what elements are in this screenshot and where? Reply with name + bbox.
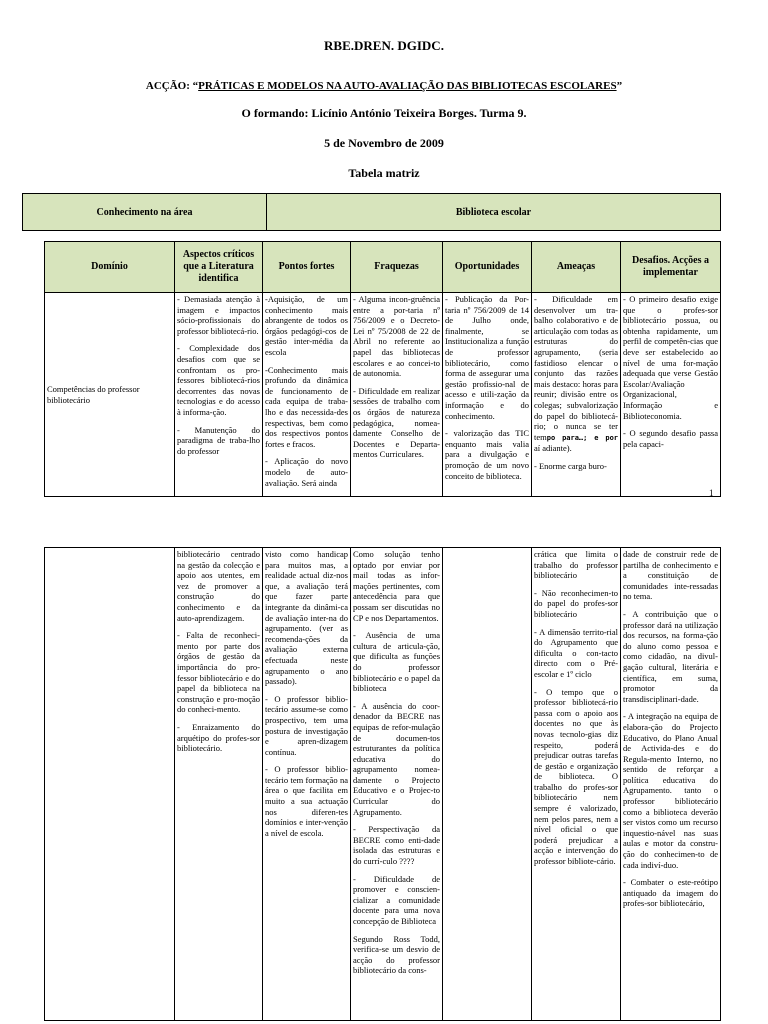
cell-paragraph: - O professor biblio-tecário assume-se como prospectivo, tem uma postura de investigação e apren-dizagem contínua. [265, 693, 348, 757]
area-label: Conhecimento na área [23, 194, 267, 231]
cell-paragraph: - Dificuldade em realizar sessões de trabalho com os órgãos de natureza pedagógica, nomea-damente Conselho de Docentes e Departa-mentos Curriculares. [353, 385, 440, 460]
action-name: PRÁTICAS E MODELOS NA AUTO-AVALIAÇÃO DAS BIBLIOTECAS ESCOLARES [198, 80, 617, 92]
cell-aspectos [175, 548, 263, 1021]
cell-paragraph: - Enraizamento do arquétipo do profes-sor bibliotecário. [177, 721, 260, 754]
cell-paragraph: bibliotecário centrado na gestão da colecção e apoio aos utentes, em vez de promover a construção do conhecimento e da auto-aprendizagem. [177, 549, 260, 623]
cell-dominio [45, 548, 175, 1021]
action-title [0, 80, 768, 92]
text-run: aí adiante). [534, 443, 572, 454]
cell-paragraph: - Aplicação do novo modelo de auto-avaliação. Será ainda [265, 456, 348, 488]
col-header-oportunidades: Oportunidades [443, 242, 532, 293]
cell-paragraph: - O primeiro desafio exige que o profes-sor bibliotecário possua, ou obtenha rapidamente, um perfil de competên-cias que deve ser estabelecido ao nível de uma for-mação adequada que verse Gestão Escolar/Avaliação Organizacional, Informação e Biblioteconomia. [623, 294, 718, 421]
table-row [45, 293, 721, 497]
cell-paragraph: - A ausência do coor-denador da BECRE nas equipas de refor-mulação de documen-tos estruturantes da política educativa do agrupamento nomea-damente o Projecto Educativo e o Projec-to Curricular do Agrupamento. [353, 700, 440, 817]
col-header-pontos-fortes: Pontos fortes [263, 242, 351, 293]
cell-paragraph: crática que limita o trabalho do professor bibliotecário [534, 549, 618, 581]
col-header-desafios: Desafios. Acções a implementar [621, 242, 721, 293]
action-prefix: ACÇÃO: “ [145, 80, 199, 92]
cell-paragraph: - Alguma incon-gruência entre a por-taria nº 756/2009 e o Decreto-Lei nº 75/2008 de 22 de Abril no referente ao papel das bibliotecas escolares e ao concei-to de autonomia. [353, 294, 440, 379]
trainee-line: O formando: Licínio António Teixeira Borges. Turma 9. [241, 106, 527, 120]
cell-pontos-fortes [263, 548, 351, 1021]
cell-paragraph: Como solução tenho optado por enviar por mail todas as infor-mações pertinentes, com antecedência para que possam ser discutidas no CP e nos Departamentos. [353, 549, 440, 623]
cell-paragraph: - valorização das TIC enquanto mais valia para a divulgação e promoção de um novo conceito de biblioteca. [445, 428, 529, 481]
cell-paragraph [534, 294, 618, 454]
area-value: Biblioteca escolar [267, 194, 721, 231]
cell-paragraph: - Complexidade dos desafios com que se confrontam os pro-fessores bibliotecá-rios decorrentes das novas tecnologias e do acesso à informa-ção. [177, 343, 260, 417]
col-header-ameacas: Ameaças [532, 242, 621, 293]
cell-pontos-fortes [263, 293, 351, 497]
cell-paragraph: - Demasiada atenção à imagem e impactos sócio-profissionais do professor bibliotecá-rio. [177, 294, 260, 336]
table-title: Tabela matriz [348, 166, 420, 180]
cell-paragraph: - A integração na equipa de elabora-ção do Projecto Educativo, do Plano Anual de Activida-des e do Regula-mento Interno, no sentido de reforçar a política educativa do Agrupamento. tanto o professor bibliotecário como a biblioteca deverão ser vistos como um recurso inquestio-nável nas suas aulas e motor da constru-ção do conhecimen-to de cada indiví-duo. [623, 711, 718, 870]
matrix-table-continued [44, 547, 721, 1021]
page-number: 1 [709, 488, 714, 498]
text-run: - Dificuldade em desenvolver um tra-balho colaborativo e de articulação com todas as estruturas do agrupamento, (seria fastidioso elencar o conjunto das razões mais destaco: horas para reunir; divisão entre os colegas; subvalorização do papel do bibliotecá-rio; o nunca se ter tem [534, 294, 618, 442]
cell-paragraph: - Ausência de uma cultura de articula-ção, que dificulta as funções do professor bibliotecário e o papel da biblioteca [353, 630, 440, 694]
cell-paragraph: - O segundo desafio passa pela capaci- [623, 428, 718, 449]
cell-ameacas [532, 293, 621, 497]
cell-paragraph: - Manutenção do paradigma de traba-lho do professor [177, 424, 260, 456]
cell-paragraph: - Combater o este-reótipo antiquado da imagem do profes-sor bibliotecário, [623, 877, 718, 909]
cell-oportunidades [443, 548, 532, 1021]
cell-fraquezas [351, 548, 443, 1021]
cell-paragraph: - Perspectivação da BECRE como enti-dade isolada das estruturas e do currí-culo ???? [353, 824, 440, 867]
cell-paragraph: - Falta de reconheci-mento por parte dos órgãos de gestão da importância do pro-fessor bibliotecário e do papel da biblioteca na construção e pro-moção do conheci-mento. [177, 630, 260, 715]
cell-paragraph: - Publicação da Por-taria nº 756/2009 de 14 de Julho onde, finalmente, se Institucionaliza a função de professor bibliotecário, como forma de assegurar uma gestão profissio-nal de acesso e utili-zação da informação e do conhecimento. [445, 294, 529, 421]
table-row [45, 548, 721, 1021]
cell-paragraph: - A contribuição que o professor dará na utilização dos recursos, na forma-ção do aluno como pessoa e como cidadão, na divul-gação cultural, literária e científica, em suma, promotor da transdisciplinari-dade. [623, 608, 718, 704]
col-header-aspectos: Aspectos críticos que a Literatura identifica [175, 242, 263, 293]
action-suffix: ” [616, 80, 623, 92]
cell-paragraph: - Dificuldade de promover e conscien-cializar a comunidade docente para uma nova concepção de Biblioteca [353, 873, 440, 926]
cell-desafios [621, 293, 721, 497]
document-date: 5 de Novembro de 2009 [324, 136, 444, 150]
cell-dominio: Competências do professor bibliotecário [45, 293, 175, 497]
cell-paragraph: -Conhecimento mais profundo da dinâmica de funcionamento de cada equipa de traba-lho e das necessida-des respectivas, bem como dos respectivos pontos fortes e fracos. [265, 364, 348, 449]
document-org: RBE.DREN. DGIDC. [324, 38, 444, 53]
cell-paragraph: Segundo Ross Todd, verifica-se um desvio de acção do professor bibliotecário da cons- [353, 933, 440, 976]
cell-desafios [621, 548, 721, 1021]
cell-paragraph: - O tempo que o professor bibliotecá-rio passa com o apoio aos docentes no que às novas tecnolo-gias diz respeito, poderá prejudicar outras tarefas de gestão e organização de biblioteca. O trabalho do profes-sor bibliotecário nem sempre é valorizado, nem pelos pares, nem a nível oficial o que poderá prejudicar a acção e intervenção do professor bibliote-cário. [534, 686, 618, 867]
matrix-table [44, 241, 721, 497]
cell-ameacas [532, 548, 621, 1021]
cell-paragraph: - O professor biblio-tecário tem formação na área o que facilita em muito a sua actuação nos diferen-tes domínios e inter-venção a nível de escola. [265, 764, 348, 838]
col-header-dominio: Domínio [45, 242, 175, 293]
area-table [22, 193, 721, 231]
text-run-mono: po para…; e por [546, 433, 618, 442]
col-header-fraquezas: Fraquezas [351, 242, 443, 293]
cell-paragraph: visto como handicap para muitos mas, a realidade actual diz-nos que, a avaliação terá que fazer parte integrante da dinâmi-ca de avaliação inter-na do agrupamento. (ver as recomenda-ções da avaliação externa efectuada neste agrupamento o ano passado). [265, 549, 348, 687]
cell-fraquezas [351, 293, 443, 497]
cell-oportunidades [443, 293, 532, 497]
cell-aspectos [175, 293, 263, 497]
cell-paragraph: dade de construir rede de partilha de conhecimento e a constituição de comunidades inte-ressadas no tema. [623, 549, 718, 602]
cell-paragraph: - Não reconhecimen-to do papel do profes-sor bibliotecário [534, 587, 618, 619]
cell-paragraph: - Enorme carga buro- [534, 460, 607, 471]
matrix-header-row [45, 242, 721, 293]
cell-paragraph: - A dimensão territo-rial do Agrupamento que dificulta o con-tacto directo com o Pré-escolar e 1º ciclo [534, 626, 618, 679]
cell-paragraph: -Aquisição, de um conhecimento mais abrangente de todos os órgãos pedagógi-cos de gestão inter-média da escola [265, 294, 348, 357]
